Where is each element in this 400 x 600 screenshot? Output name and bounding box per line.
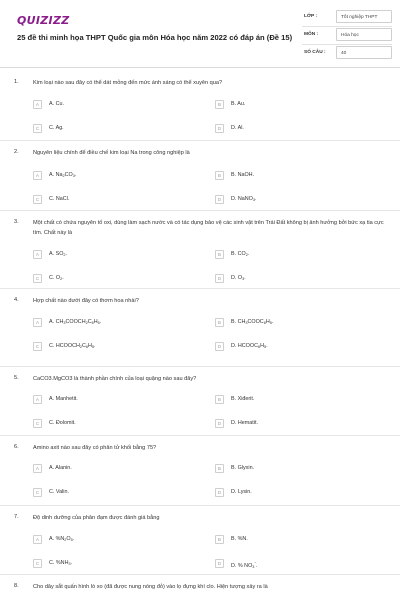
answer-option-b[interactable]: [215, 462, 365, 476]
answer-text: [49, 489, 69, 495]
answer-checkbox[interactable]: C: [33, 559, 42, 568]
answer-option-d[interactable]: [215, 417, 365, 431]
question-text: Kim loại nào sau đây có thể dát mỏng đến mức ánh sáng có thể xuyên qua?: [33, 80, 223, 86]
meta-divider: [302, 44, 392, 45]
answer-text: [49, 536, 74, 542]
answer-text: [231, 196, 257, 202]
question-separator: [0, 505, 400, 506]
answer-label: D.: [231, 125, 238, 131]
question-number: 5.: [14, 375, 19, 381]
answer-text: [49, 125, 64, 131]
quizizz-logo: QUIZIZZ: [17, 14, 70, 27]
meta-count-row: [300, 46, 392, 60]
answer-text: [231, 125, 244, 131]
answer-option-b[interactable]: [215, 248, 365, 262]
answer-content: $CO_2$.: [237, 251, 250, 257]
question-text: Độ dinh dưỡng của phân đạm được đánh giá bằng: [33, 515, 160, 521]
meta-subject-row: [300, 28, 392, 42]
worksheet-title: 25 đề thi minh họa THPT Quốc gia môn Hóa học năm 2022 có đáp án (Đề 15): [17, 33, 293, 42]
answer-checkbox[interactable]: A: [33, 171, 42, 180]
answer-content: Au.: [237, 101, 246, 107]
answer-label: B.: [231, 396, 238, 402]
answer-content: $SO_2$.: [55, 251, 68, 257]
answer-content: %N.: [237, 536, 248, 542]
answer-text: [231, 465, 254, 471]
answer-label: D.: [231, 196, 238, 202]
answer-content: Glyxin.: [237, 465, 255, 471]
question-text: Một chất có chứa nguyên tố oxi, dùng làm sạch nước và có tác dụng bảo vệ các sinh vật trên Trái Đất không bị ảnh hưởng bởi bức xạ tia cực tím. Chất này là: [33, 220, 384, 236]
answer-text: [231, 251, 249, 257]
answer-option-a[interactable]: [33, 462, 183, 476]
answer-checkbox[interactable]: A: [33, 250, 42, 259]
answer-checkbox[interactable]: D: [215, 342, 224, 351]
answer-checkbox[interactable]: B: [215, 464, 224, 473]
answer-text: [49, 319, 101, 325]
answer-label: D.: [231, 489, 238, 495]
answer-text: [49, 560, 72, 566]
meta-count-value: 40: [336, 46, 392, 59]
answer-option-c[interactable]: [33, 122, 183, 136]
answer-checkbox[interactable]: C: [33, 195, 42, 204]
answer-option-c[interactable]: [33, 486, 183, 500]
answer-option-c[interactable]: [33, 557, 183, 571]
answer-text: [49, 275, 64, 281]
answer-content: Alanin.: [55, 465, 72, 471]
answer-content: NaNO$_3$.: [237, 196, 257, 202]
answer-option-b[interactable]: [215, 169, 365, 183]
answer-content: Ag.: [55, 125, 64, 131]
answer-checkbox[interactable]: D: [215, 274, 224, 283]
answer-text: [49, 465, 72, 471]
answer-content: $HCOOC_6H_5$.: [237, 343, 268, 349]
question-number: 3.: [14, 219, 19, 225]
meta-class-row: [300, 10, 392, 24]
answer-text: [231, 275, 246, 281]
answer-checkbox[interactable]: D: [215, 488, 224, 497]
answer-option-d[interactable]: [215, 193, 365, 207]
answer-option-a[interactable]: [33, 316, 183, 330]
answer-label: A.: [49, 319, 56, 325]
answer-content: $Na_2CO_3$.: [55, 172, 77, 178]
answer-label: A.: [49, 465, 56, 471]
answer-option-a[interactable]: [33, 393, 183, 407]
answer-content: Đolomit.: [55, 420, 76, 426]
answer-content: $O_2$.: [55, 275, 64, 281]
answer-option-c[interactable]: [33, 272, 183, 286]
answer-text: [231, 172, 254, 178]
answer-text: [231, 319, 273, 325]
answer-checkbox[interactable]: C: [33, 342, 42, 351]
answer-text: [231, 560, 257, 569]
answer-text: [49, 343, 96, 349]
answer-checkbox[interactable]: D: [215, 419, 224, 428]
answer-content: $CH_3COOC_6H_5$.: [237, 319, 274, 325]
answer-content: $\%N_2O_5$.: [55, 536, 75, 542]
answer-label: D.: [231, 562, 238, 569]
question-number: 6.: [14, 444, 19, 450]
meta-class-value: Tốt nghiệp THPT: [336, 10, 392, 23]
question-text: Cho dây sắt quấn hình lò xo (đã được nung nóng đỏ) vào lọ đựng khí clo. Hiện tượng xảy ra là: [33, 584, 268, 590]
answer-text: [49, 251, 67, 257]
answer-content: Al.: [237, 125, 244, 131]
answer-checkbox[interactable]: B: [215, 535, 224, 544]
answer-text: [49, 196, 69, 202]
answer-option-b[interactable]: [215, 533, 365, 547]
question-text: Amino axit nào sau đây có phân tử khối bằng 75?: [33, 445, 157, 451]
answer-label: C.: [49, 343, 56, 349]
answer-text: [49, 420, 76, 426]
question-text: CaCO3.MgCO3 là thành phần chính của loại quặng nào sau đây?: [33, 376, 197, 382]
answer-checkbox[interactable]: A: [33, 318, 42, 327]
answer-option-c[interactable]: [33, 417, 183, 431]
question-separator: [0, 140, 400, 141]
answer-checkbox[interactable]: B: [215, 171, 224, 180]
answer-checkbox[interactable]: A: [33, 464, 42, 473]
question-number: 7.: [14, 514, 19, 520]
answer-checkbox[interactable]: D: [215, 124, 224, 133]
meta-count-label: SỐ CÂU :: [304, 50, 326, 55]
answer-option-c[interactable]: [33, 193, 183, 207]
answer-checkbox[interactable]: D: [215, 559, 224, 568]
question-text: Hợp chất nào dưới đây có thơm hoa nhài?: [33, 298, 139, 304]
answer-content: $O_3$.: [237, 275, 246, 281]
answer-content: $CH_3COOCH_2C_6H_5$.: [55, 319, 102, 325]
answer-content: NaCl.: [55, 196, 70, 202]
answer-label: C.: [49, 489, 56, 495]
answer-text: [49, 396, 78, 402]
answer-option-a[interactable]: [33, 533, 183, 547]
question-separator: [0, 574, 400, 575]
answer-label: B.: [231, 536, 238, 542]
answer-text: [231, 101, 245, 107]
question-text: Nguyên liệu chính để điều chế kim loại Na trong công nghiệp là: [33, 150, 190, 156]
answer-content: Lysin.: [237, 489, 252, 495]
answer-label: D.: [231, 275, 238, 281]
answer-label: A.: [49, 251, 56, 257]
answer-text: [231, 343, 268, 349]
answer-checkbox[interactable]: A: [33, 100, 42, 109]
answer-label: B.: [231, 319, 238, 325]
worksheet-header: [0, 0, 400, 68]
answer-content: Valin.: [55, 489, 69, 495]
answer-content: $\%NH_3$.: [55, 560, 73, 566]
answer-label: D.: [231, 420, 238, 426]
answer-label: A.: [49, 536, 56, 542]
answer-label: A.: [49, 396, 56, 402]
question-separator: [0, 210, 400, 211]
answer-checkbox[interactable]: A: [33, 395, 42, 404]
answer-content: Manhetit.: [55, 396, 78, 402]
question-number: 1.: [14, 79, 19, 85]
answer-option-a[interactable]: [33, 169, 183, 183]
question-separator: [0, 435, 400, 436]
answer-content: Xiđerit.: [237, 396, 255, 402]
question-number: 4.: [14, 297, 19, 303]
answer-content: Cu.: [55, 101, 64, 107]
answer-label: C.: [49, 420, 56, 426]
answer-checkbox[interactable]: B: [215, 100, 224, 109]
answer-label: B.: [231, 101, 238, 107]
answer-option-b[interactable]: [215, 316, 365, 330]
answer-checkbox[interactable]: B: [215, 250, 224, 259]
question-number: 8.: [14, 583, 19, 589]
answer-checkbox[interactable]: A: [33, 535, 42, 544]
answer-text: [231, 396, 254, 402]
answer-label: C.: [49, 560, 56, 566]
answer-option-a[interactable]: [33, 248, 183, 262]
answer-option-b[interactable]: [215, 393, 365, 407]
answer-option-c[interactable]: [33, 340, 183, 354]
meta-class-label: LỚP :: [304, 14, 318, 19]
answer-checkbox[interactable]: C: [33, 419, 42, 428]
answer-text: [49, 101, 64, 107]
meta-divider: [302, 26, 392, 27]
meta-subject-label: MÔN :: [304, 32, 319, 37]
answer-content: NaOH.: [237, 172, 255, 178]
answer-text: [231, 536, 248, 542]
answer-label: B.: [231, 172, 238, 178]
answer-label: B.: [231, 251, 238, 257]
answer-checkbox[interactable]: C: [33, 274, 42, 283]
answer-checkbox[interactable]: B: [215, 318, 224, 327]
answer-label: A.: [49, 101, 56, 107]
question-separator: [0, 366, 400, 367]
answer-label: A.: [49, 172, 56, 178]
answer-text: [231, 420, 258, 426]
answer-text: [231, 489, 252, 495]
answer-label: C.: [49, 196, 56, 202]
answer-option-d[interactable]: [215, 557, 365, 571]
answer-checkbox[interactable]: C: [33, 488, 42, 497]
answer-checkbox[interactable]: B: [215, 395, 224, 404]
meta-subject-value: Hóa học: [336, 28, 392, 41]
answer-content: % $NO_3^-$.: [237, 560, 258, 569]
answer-option-b[interactable]: [215, 98, 365, 112]
question-number: 2.: [14, 149, 19, 155]
answer-checkbox[interactable]: C: [33, 124, 42, 133]
answer-label: D.: [231, 343, 238, 349]
answer-content: Hematit.: [237, 420, 258, 426]
answer-label: C.: [49, 125, 56, 131]
answer-option-d[interactable]: [215, 340, 365, 354]
answer-content: $HCOOCH_2C_6H_5$.: [55, 343, 96, 349]
answer-option-d[interactable]: [215, 272, 365, 286]
answer-label: B.: [231, 465, 238, 471]
question-separator: [0, 288, 400, 289]
answer-option-d[interactable]: [215, 486, 365, 500]
answer-checkbox[interactable]: D: [215, 195, 224, 204]
answer-label: C.: [49, 275, 56, 281]
answer-option-d[interactable]: [215, 122, 365, 136]
answer-text: [49, 172, 76, 178]
answer-option-a[interactable]: [33, 98, 183, 112]
